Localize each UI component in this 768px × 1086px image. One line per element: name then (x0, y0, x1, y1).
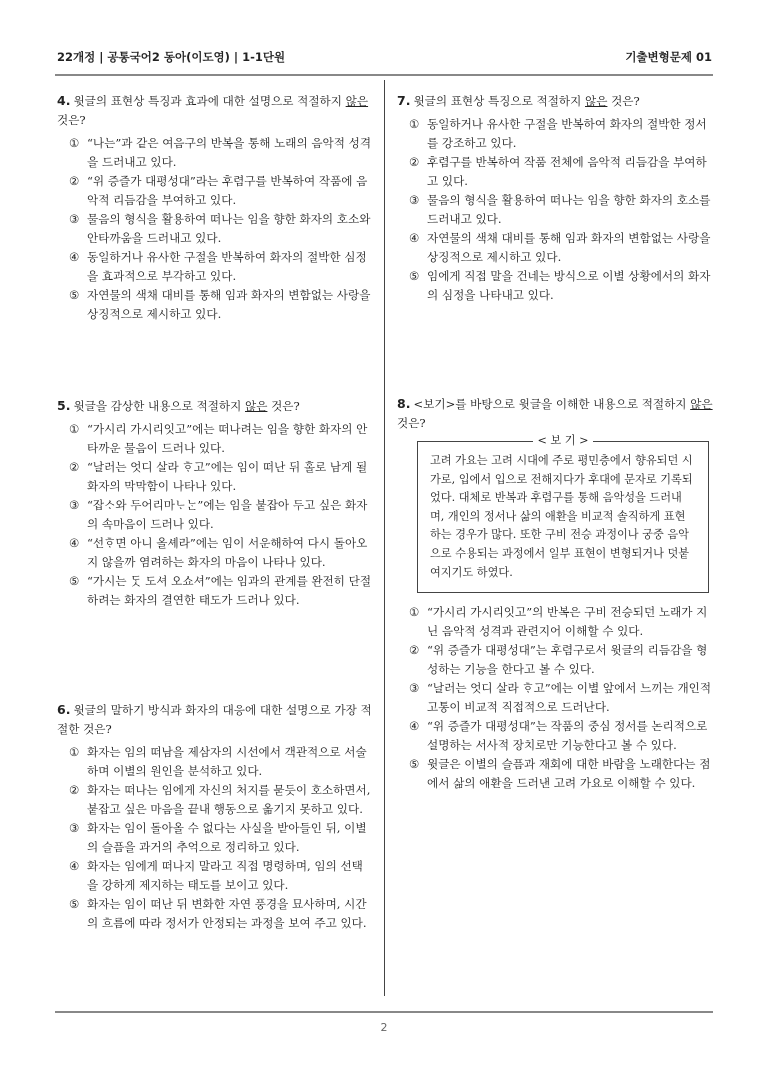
option-text: 동일하거나 유사한 구절을 반복하여 화자의 절박한 심정을 효과적으로 부각하고 있다. (87, 250, 367, 283)
question-number: 8. (397, 396, 411, 411)
option-text: “날러는 엇디 살라 ᄒᆞ고”에는 임이 떠난 뒤 홀로 남게 될 화자의 막막함이 나타나 있다. (87, 460, 368, 493)
option-text: 화자는 임에게 떠나지 말라고 직접 명령하며, 임의 선택을 강하게 제지하는 태도를 보이고 있다. (87, 859, 363, 892)
option-number: ② (69, 783, 80, 797)
option-number: ③ (409, 193, 420, 207)
answer-option[interactable] (397, 717, 713, 755)
option-text: “위 증즐가 대평성대”는 작품의 중심 정서를 논리적으로 설명하는 서사적 장치로만 기능한다고 볼 수 있다. (427, 719, 708, 753)
option-number: ④ (69, 536, 80, 550)
option-number: ③ (69, 821, 80, 835)
page-number: 2 (380, 1021, 388, 1034)
option-number: ② (69, 174, 80, 188)
question-6 (57, 700, 373, 933)
answer-option[interactable] (57, 895, 373, 933)
question-stem: 4. 윗글의 표현상 특징과 효과에 대한 설명으로 적절하지 않은 것은? (57, 93, 369, 127)
worksheet-label: 기출변형문제 01 (625, 50, 712, 64)
page-header (57, 47, 712, 69)
option-number: ④ (69, 859, 80, 873)
options-list (397, 603, 713, 793)
option-number: ③ (69, 498, 80, 512)
option-text: “나는”과 같은 여음구의 반복을 통해 노래의 음악적 성격을 드러내고 있다. (87, 136, 372, 169)
options-list (57, 420, 373, 610)
option-number: ⑤ (69, 288, 80, 302)
answer-option[interactable] (397, 229, 713, 267)
question-number: 6. (57, 702, 71, 717)
option-text: 윗글은 이별의 슬픔과 재회에 대한 바람을 노래한다는 점에서 삶의 애환을 드러낸 고려 가요로 이해할 수 있다. (427, 757, 711, 791)
option-number: ① (409, 605, 420, 620)
column-divider (384, 80, 385, 996)
question-4 (57, 91, 373, 324)
option-text: “위 증즐가 대평성대”는 후렴구로서 윗글의 리듬감을 형성하는 기능을 한다고 볼 수 있다. (427, 643, 708, 677)
answer-option[interactable] (57, 134, 373, 172)
question-8 (397, 394, 713, 793)
answer-option[interactable] (397, 679, 713, 717)
bogi-title: < 보 기 > (418, 432, 708, 451)
option-text: 화자는 임이 떠난 뒤 변화한 자연 풍경을 묘사하며, 시간의 흐름에 따라 정서가 안정되는 과정을 보여 주고 있다. (87, 897, 367, 930)
answer-option[interactable] (57, 420, 373, 458)
option-number: ⑤ (409, 269, 420, 283)
option-text: “선ᄒᆞ면 아니 올셰라”에는 임이 서운해하여 다시 돌아오지 않을까 염려하는 화자의 마음이 나타나 있다. (87, 536, 368, 569)
option-text: 동일하거나 유사한 구절을 반복하여 화자의 절박한 정서를 강조하고 있다. (427, 117, 707, 150)
option-number: ④ (69, 250, 80, 264)
option-text: 화자는 임의 떠남을 제삼자의 시선에서 객관적으로 서술하며 이별의 원인을 분석하고 있다. (87, 745, 367, 778)
option-number: ② (409, 643, 420, 658)
option-text: “가시리 가시리잇고”에는 떠나려는 임을 향한 화자의 안타까운 물음이 드러나 있다. (87, 422, 368, 455)
option-number: ② (69, 460, 80, 474)
answer-option[interactable] (397, 191, 713, 229)
option-text: 물음의 형식을 활용하여 떠나는 임을 향한 화자의 호소를 드러내고 있다. (427, 193, 711, 226)
answer-option[interactable] (397, 267, 713, 305)
answer-option[interactable] (57, 172, 373, 210)
question-stem: 7. 윗글의 표현상 특징으로 적절하지 않은 것은? (397, 93, 640, 108)
option-text: “잡ᄉᆞ와 두어리마ᄂᆞᄂᆞᆫ”에는 임을 붙잡아 두고 싶은 화자의 속마음이 드러나 있다. (87, 498, 368, 531)
options-list (397, 115, 713, 305)
option-number: ⑤ (69, 897, 80, 911)
option-text: 물음의 형식을 활용하여 떠나는 임을 향한 화자의 호소와 안타까움을 드러내고 있다. (87, 212, 371, 245)
question-7 (397, 91, 713, 305)
question-stem: 6. 윗글의 말하기 방식과 화자의 대응에 대한 설명으로 가장 적절한 것은? (57, 702, 372, 736)
answer-option[interactable] (57, 286, 373, 324)
option-text: 임에게 직접 말을 건네는 방식으로 이별 상황에서의 화자의 심정을 나타내고 있다. (427, 269, 711, 302)
option-text: “가시리 가시리잇고”의 반복은 구비 전승되던 노래가 지닌 음악적 성격과 관련지어 이해할 수 있다. (427, 605, 708, 639)
option-number: ① (69, 136, 80, 150)
option-text: 화자는 임이 돌아올 수 없다는 사실을 받아들인 뒤, 이별의 슬픔을 과거의 추억으로 정리하고 있다. (87, 821, 367, 854)
answer-option[interactable] (57, 496, 373, 534)
answer-option[interactable] (397, 115, 713, 153)
answer-option[interactable] (397, 153, 713, 191)
bogi-text: 고려 가요는 고려 시대에 주로 평민층에서 향유되던 시가로, 입에서 입으로 전해지다가 후대에 문자로 기록되었다. 대체로 반복과 후렴구를 통해 음악성을 드러내며, 개인의 정서나 삶의 애환을 비교적 솔직하게 표현하는 경우가 많다. 또한 구비 전승 과정이나 궁중 음악으로 수용되는 과정에서 일부 표현이 변형되거나 덧붙여지기도 하였다. (430, 454, 693, 579)
option-number: ③ (69, 212, 80, 226)
option-text: 후렴구를 반복하여 작품 전체에 음악적 리듬감을 부여하고 있다. (427, 155, 707, 188)
option-text: 자연물의 색채 대비를 통해 임과 화자의 변함없는 사랑을 상징적으로 제시하고 있다. (87, 288, 371, 321)
question-number: 5. (57, 398, 71, 413)
header-rule (55, 74, 713, 76)
answer-option[interactable] (57, 572, 373, 610)
question-number: 4. (57, 93, 71, 108)
option-number: ④ (409, 231, 420, 245)
option-number: ④ (409, 719, 420, 734)
answer-option[interactable] (57, 819, 373, 857)
answer-option[interactable] (57, 534, 373, 572)
option-number: ③ (409, 681, 420, 696)
question-stem: 8. <보기>를 바탕으로 윗글을 이해한 내용으로 적절하지 않은 것은? (397, 396, 713, 430)
question-5 (57, 396, 373, 610)
options-list (57, 743, 373, 933)
question-stem: 5. 윗글을 감상한 내용으로 적절하지 않은 것은? (57, 398, 300, 413)
answer-option[interactable] (397, 641, 713, 679)
option-text: “날러는 엇디 살라 ᄒᆞ고”에는 이별 앞에서 느끼는 개인적 고통이 비교적 직접적으로 드러난다. (427, 681, 712, 715)
option-number: ① (69, 745, 80, 759)
footer-rule (55, 1011, 713, 1013)
option-number: ① (409, 117, 420, 131)
question-number: 7. (397, 93, 411, 108)
answer-option[interactable] (57, 743, 373, 781)
answer-option[interactable] (397, 603, 713, 641)
course-label: 22개정 | 공통국어2 동아(이도영) | 1-1단원 (57, 50, 286, 64)
option-text: 화자는 떠나는 임에게 자신의 처지를 묻듯이 호소하면서, 붙잡고 싶은 마음을 끝내 행동으로 옮기지 못하고 있다. (87, 783, 371, 816)
answer-option[interactable] (57, 248, 373, 286)
bogi-box (417, 434, 709, 593)
answer-option[interactable] (57, 781, 373, 819)
answer-option[interactable] (57, 857, 373, 895)
answer-option[interactable] (57, 210, 373, 248)
answer-option[interactable] (397, 755, 713, 793)
option-text: 자연물의 색채 대비를 통해 임과 화자의 변함없는 사랑을 상징적으로 제시하고 있다. (427, 231, 711, 264)
option-number: ⑤ (409, 757, 420, 772)
option-number: ② (409, 155, 420, 169)
option-text: “위 증즐가 대평성대”라는 후렴구를 반복하여 작품에 음악적 리듬감을 부여하고 있다. (87, 174, 368, 207)
option-number: ⑤ (69, 574, 80, 588)
option-number: ① (69, 422, 80, 436)
option-text: “가시는 ᄃᆞᆺ 도셔 오쇼셔”에는 임과의 관계를 완전히 단절하려는 화자의 결연한 태도가 드러나 있다. (87, 574, 372, 607)
options-list (57, 134, 373, 324)
answer-option[interactable] (57, 458, 373, 496)
